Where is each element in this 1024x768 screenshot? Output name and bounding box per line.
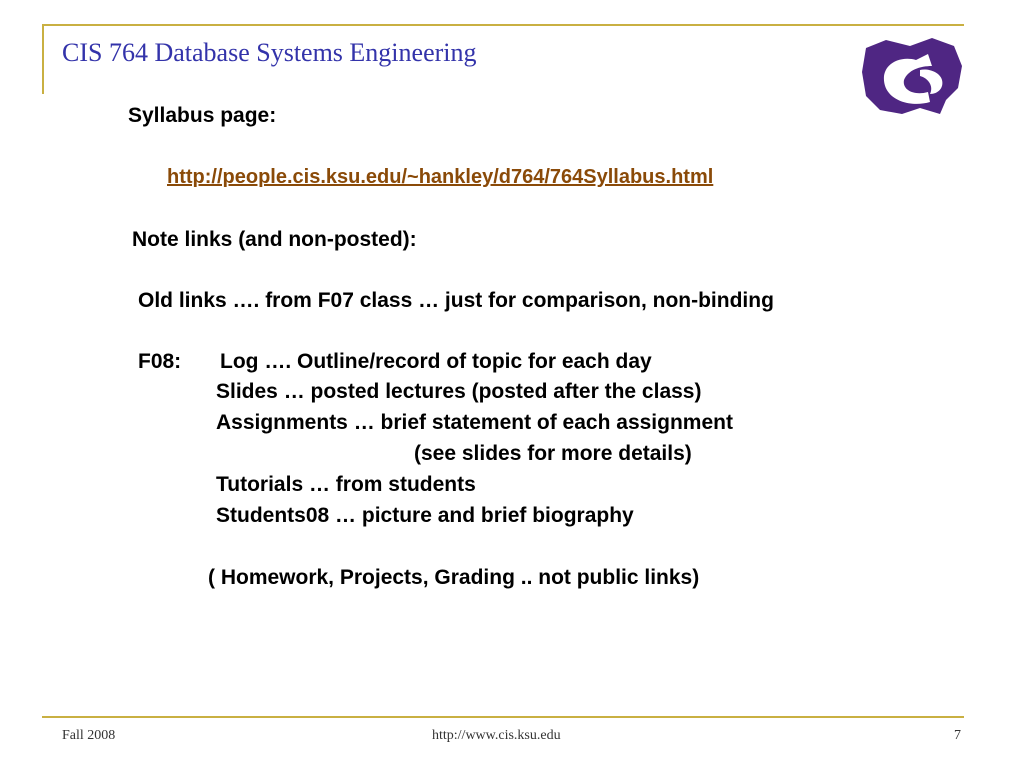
frame-top-rule [42, 24, 964, 26]
syllabus-heading: Syllabus page: [128, 104, 277, 127]
frame-left-rule [42, 24, 44, 94]
slide-title: CIS 764 Database Systems Engineering [62, 38, 477, 67]
f08-item-students08: Students08 … picture and brief biography [216, 504, 634, 527]
frame-bottom-rule [42, 716, 964, 718]
f08-item-slides: Slides … posted lectures (posted after the class) [216, 380, 702, 403]
note-links-heading: Note links (and non-posted): [132, 228, 417, 251]
f08-item-assignments: Assignments … brief statement of each assignment [216, 411, 733, 434]
f08-item-tutorials: Tutorials … from students [216, 473, 476, 496]
f08-item-assignments-note: (see slides for more details) [414, 442, 692, 465]
wildcat-logo-icon [858, 36, 966, 116]
syllabus-link[interactable]: http://people.cis.ksu.edu/~hankley/d764/764Syllabus.html [167, 166, 714, 188]
footer-term: Fall 2008 [62, 728, 116, 743]
f08-label: F08: [138, 350, 182, 373]
footer-page-number: 7 [954, 728, 961, 743]
f08-item-log: Log …. Outline/record of topic for each day [220, 350, 652, 373]
private-links-note: ( Homework, Projects, Grading .. not public links) [208, 566, 700, 589]
old-links-text: Old links …. from F07 class … just for comparison, non-binding [138, 289, 774, 312]
footer-url: http://www.cis.ksu.edu [432, 728, 561, 743]
